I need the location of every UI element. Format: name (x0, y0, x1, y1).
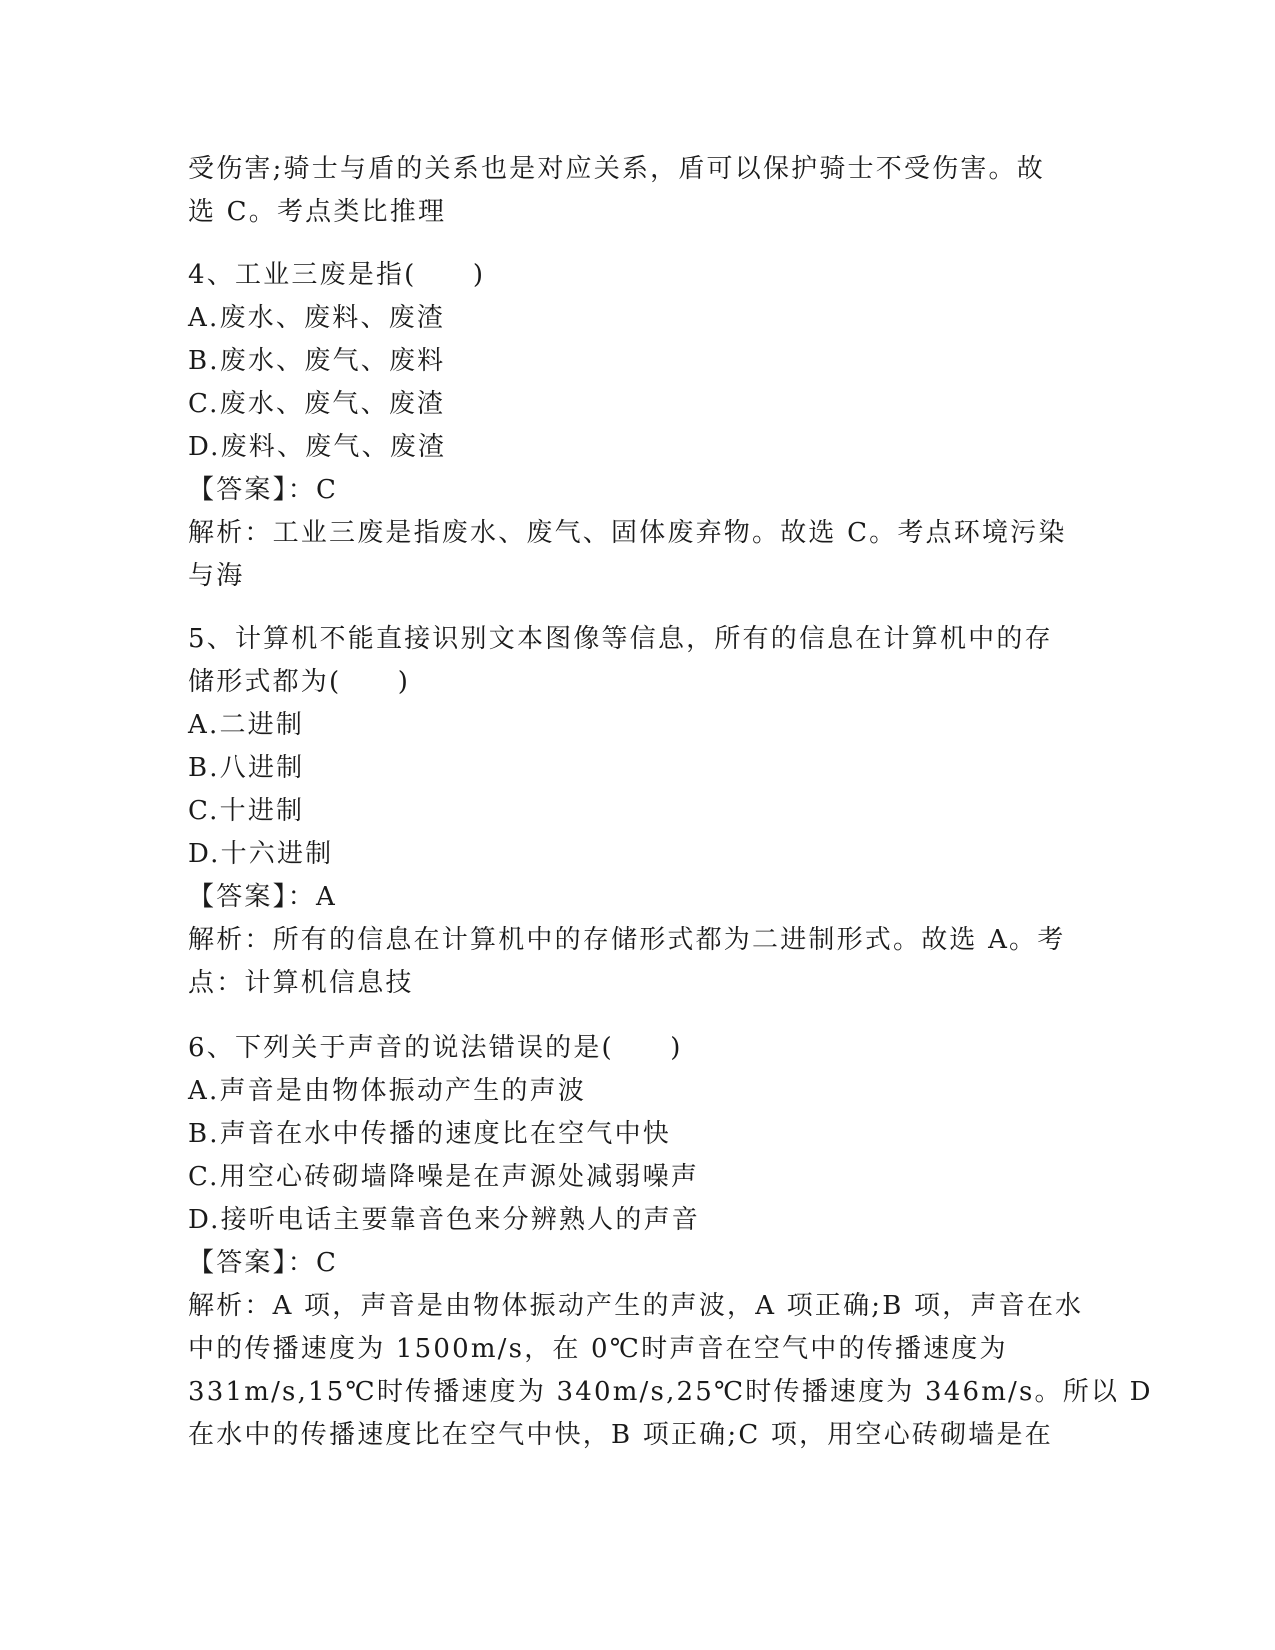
analysis-line-1: 解析：A 项，声音是由物体振动产生的声波，A 项正确;B 项，声音在水 (188, 1291, 1084, 1321)
option-a: A.废水、废料、废渣 (188, 303, 446, 333)
analysis-line-1: 解析：所有的信息在计算机中的存储形式都为二进制形式。故选 A。考 (188, 925, 1066, 955)
option-c: C.十进制 (188, 796, 305, 826)
option-d: D.接听电话主要靠音色来分辨熟人的声音 (188, 1205, 700, 1235)
answer: 【答案】：C (188, 1248, 339, 1278)
analysis-line-2: 中的传播速度为 1500m/s，在 0℃时声音在空气中的传播速度为 (188, 1334, 1008, 1364)
option-d: D.十六进制 (188, 839, 334, 869)
analysis-line-4: 在水中的传播速度比在空气中快，B 项正确;C 项，用空心砖砌墙是在 (188, 1420, 1053, 1450)
question-stem: 6、下列关于声音的说法错误的是( ) (188, 1033, 683, 1063)
answer: 【答案】：A (188, 882, 337, 912)
question-stem: 4、工业三废是指( ) (188, 260, 486, 290)
option-a: A.声音是由物体振动产生的声波 (188, 1076, 587, 1106)
analysis-line-2: 点：计算机信息技 (188, 968, 414, 998)
option-c: C.用空心砖砌墙降噪是在声源处减弱噪声 (188, 1162, 700, 1192)
option-b: B.八进制 (188, 753, 305, 783)
question-stem-line-1: 5、计算机不能直接识别文本图像等信息，所有的信息在计算机中的存 (188, 624, 1053, 654)
analysis-line-1: 解析：工业三废是指废水、废气、固体废弃物。故选 C。考点环境污染 (188, 518, 1067, 548)
prev-analysis-line-2: 选 C。考点类比推理 (188, 197, 447, 227)
analysis-line-3: 331m/s,15℃时传播速度为 340m/s,25℃时传播速度为 346m/s。所以 D (188, 1377, 1153, 1407)
question-5 (188, 618, 1088, 1005)
option-d: D.废料、废气、废渣 (188, 432, 447, 462)
option-b: B.声音在水中传播的速度比在空气中快 (188, 1119, 671, 1149)
question-stem-line-2: 储形式都为( ) (188, 667, 411, 697)
analysis-line-2: 与海 (188, 561, 245, 591)
prev-analysis-line-1: 受伤害;骑士与盾的关系也是对应关系，盾可以保护骑士不受伤害。故 (188, 154, 1045, 184)
answer: 【答案】：C (188, 475, 339, 505)
option-b: B.废水、废气、废料 (188, 346, 446, 376)
question-4 (188, 254, 1088, 598)
document-page (188, 148, 1153, 1457)
option-a: A.二进制 (188, 710, 305, 740)
option-c: C.废水、废气、废渣 (188, 389, 446, 419)
question-6 (188, 1027, 1153, 1457)
